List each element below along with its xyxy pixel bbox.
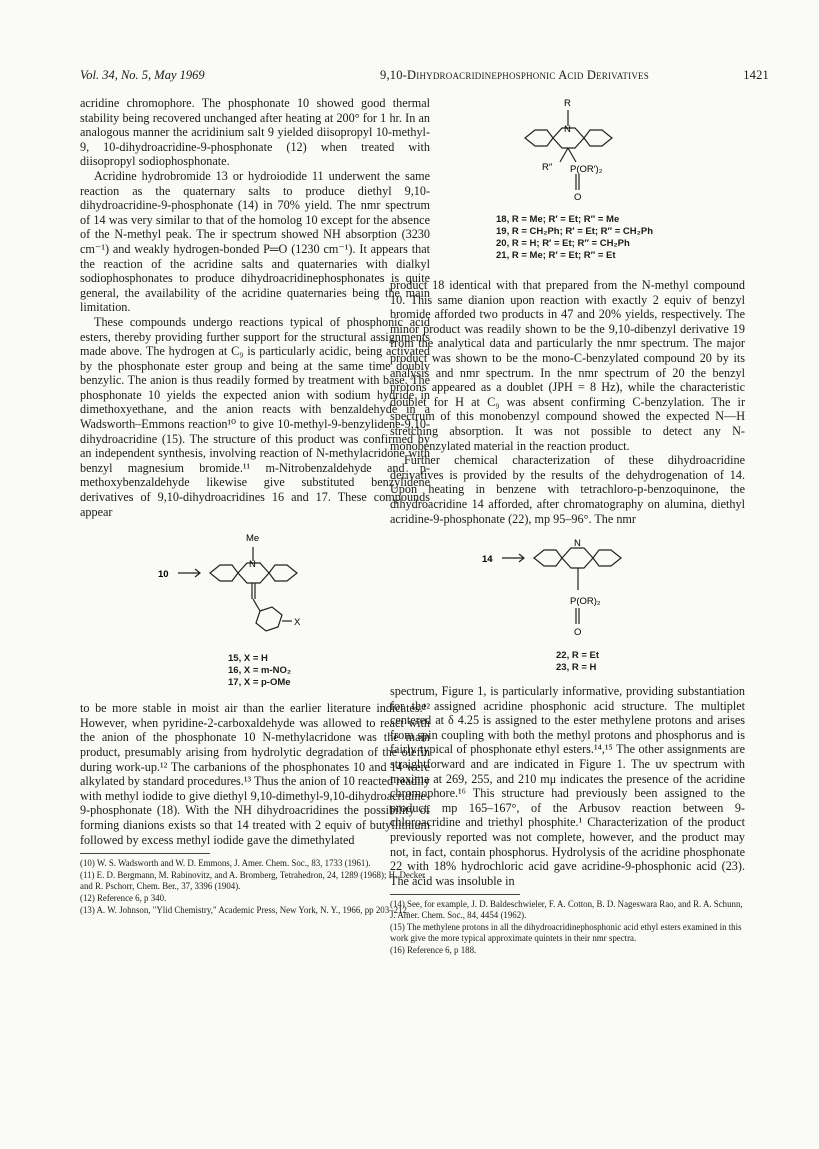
paragraph: Further chemical characterization of these dihydroacridine derivatives is provided by the results of the dehydrogenation of 14. Upon heating in benzene with tetrachloro-p-benzoquinone, the dihydroacridine 14 afforded, after chromatography on alumina, diethyl acridine-9-phosphonate (22), mp 95–96°. The nmr (390, 453, 745, 526)
caption-line: 15, X = H (228, 653, 268, 665)
running-title: 9,10-Dihydroacridinephosphonic Acid Derivatives (380, 68, 649, 82)
footnote-divider (390, 894, 520, 895)
methyl-label: Me (246, 533, 260, 545)
caption-line: 20, R = H; R′ = Et; R″ = CH₂Ph (496, 238, 630, 249)
paragraph: to be more stable in moist air than the earlier literature indicates.¹² However, when pyridine-2-carboxaldehyde was allowed to react with the anion of the phosphonate 10 N-methylacridone was the main product, presumably arising from hydrolytic degradation of the olefin during work-up.¹² The carbanions of the phosphonates 10 and 14 were alkylated by standard procedures.¹³ Thus the anion of 10 reacted readily with methyl iodide to give diethyl 9,10-dimethyl-9,10-dihydroacridine-9-phosphonate (18). With the NH dihydroacridines the possibility of forming dianions exists so that 14 treated with 2 equiv of butyllithium followed by excess methyl iodide gave the dimethylated (80, 701, 430, 847)
left-column (80, 96, 430, 917)
dihydroacridine-structure-icon (390, 96, 745, 214)
oxygen-label: O (574, 627, 582, 639)
footnote: (12) Reference 6, p 340. (80, 893, 167, 904)
paragraph: acridine chromophore. The phosphonate 10 showed good thermal stability being recovered unchanged after heating at 200° for 1 hr. In an analogous manner the acridinium salt 9 yielded diisopropyl 10-methyl-9, 10-dihydroacridine-9-phosphonate (12) when treated with diisopropyl sodiophosphonate. (80, 96, 430, 169)
footnotes (80, 858, 430, 916)
phosphonate-label: P(OR′)₂ (570, 164, 603, 175)
acridine-scheme (390, 532, 745, 678)
footnotes (390, 899, 745, 956)
caption-line: 23, R = H (556, 662, 597, 674)
caption-line: 16, X = m-NO₂ (228, 665, 292, 677)
oxygen-label: O (574, 192, 582, 203)
footnote: (13) A. W. Johnson, "Ylid Chemistry," Academic Press, New York, N. Y., 1966, pp 203–212. (80, 905, 410, 916)
paragraph: spectrum, Figure 1, is particularly informative, providing substantiation for the assigned acridine phosphonic acid structure. The multiplet centered at δ 4.25 is assigned to the ester methylene protons and arises from spin coupling with both the methyl protons and phosphorus and is fairly typical of phosphonate ethyl esters.¹⁴,¹⁵ The other assignments are straightforward and are indicated in Figure 1. The uv spectrum with maxima at 269, 255, and 210 mμ indicates the presence of the acridine chromophore.¹⁶ This structure had previously been assigned to the product, mp 165–167°, of the Arbusov reaction between 9-chloroacridine and triethyl phosphite.¹ Characterization of the product previously reported was not complete, however, and the product may not, in fact, contain phosphorus. Hydrolysis of the acridine phosphonate 22 with 18% hydrochloric acid gave acridine-9-phosphonic acid (23). The acid was insoluble in (390, 684, 745, 888)
scheme-captions (556, 650, 745, 674)
caption-line: 22, R = Et (556, 650, 600, 662)
caption-line: 21, R = Me; R′ = Et; R″ = Et (496, 250, 616, 261)
footnote: (16) Reference 6, p 188. (390, 945, 477, 956)
dihydroacridine-scheme (390, 96, 745, 272)
footnote: (14) See, for example, J. D. Baldeschwieler, F. A. Cotton, B. D. Nageswara Rao, and R. A. Schunn, J. Amer. Chem. Soc., 84, 4454 (1962). (390, 899, 743, 921)
running-header (380, 68, 769, 83)
caption-line: 19, R = CH₂Ph; R′ = Et; R″ = CH₂Ph (496, 226, 654, 237)
scheme-captions (496, 214, 745, 262)
phosphonate-label: P(OR)₂ (570, 596, 601, 608)
footnote: (15) The methylene protons in all the dihydroacridinephosphonic acid ethyl esters examined in this work give the more typical approximate quintets in their nmr spectra. (390, 922, 742, 944)
footnote-divider (80, 853, 210, 854)
benzylidene-scheme (80, 525, 430, 695)
benzylidene-structure-icon (80, 525, 430, 653)
compound-number: 14 (482, 554, 493, 566)
r-double-prime-label: R″ (542, 162, 553, 173)
caption-line: 18, R = Me; R′ = Et; R″ = Me (496, 214, 620, 225)
footnote: (11) E. D. Bergmann, M. Rabinovitz, and A. Bromberg, Tetrahedron, 24, 1289 (1968); H. Decker and R. Pschorr, Chem. Ber., 37, 3396 (1904). (80, 870, 426, 892)
substituent-label: X (294, 617, 301, 629)
footnote: (10) W. S. Wadsworth and W. D. Emmons, J. Amer. Chem. Soc., 83, 1733 (1961). (80, 858, 371, 869)
page-number: 1421 (743, 68, 769, 82)
r-label: R (564, 98, 571, 109)
nitrogen-label: N (574, 538, 581, 550)
nitrogen-label: N (249, 559, 256, 571)
right-column (390, 96, 745, 957)
paragraph: product 18 identical with that prepared from the N-methyl compound 10. This same dianion upon reaction with exactly 2 equiv of benzyl bromide afforded two products in 47 and 20% yields, respectively. The minor product was readily shown to be the 9,10-dibenzyl derivative 19 from the analytical data and particularly the nmr spectrum. The major product was shown to be the mono-C-benzylated compound 20 by its analysis and nmr spectrum. In the nmr spectrum of 20 the benzyl protons appeared as a doublet (JPH = 8 Hz), while the characteristic doublet for H at C₉ was absent confirming C-benzylation. The ir spectrum of this monobenzyl compound showed the expected N—H stretching absorption. It was not possible to detect any N-monobenzylated material in the reaction product. (390, 278, 745, 453)
paragraph: Acridine hydrobromide 13 or hydroiodide 11 underwent the same reaction as the quaternary salts to produce diethyl 9,10-dihydroacridine-9-phosphonate (14) in 70% yield. The nmr spectrum of 14 was very similar to that of the homolog 10 except for the absence of the N-methyl peak. The ir spectrum showed NH absorption (3230 cm⁻¹) and weakly hydrogen-bonded P═O (1230 cm⁻¹). It appears that the reaction of the acridine salts and quaternaries with dialkyl sodiophosphonates to produce dihydroacridinephosphonates is quite general, the availability of the acridine quaternaries being the main limitation. (80, 168, 430, 315)
journal-info: Vol. 34, No. 5, May 1969 (80, 68, 205, 82)
paragraph: These compounds undergo reactions typical of phosphonic acid esters, thereby providing further support for the structural assignments made above. The hydrogen at C₉ is particularly acidic, being activated by the phosphonate ester group and being at the same time doubly benzylic. The anion is thus readily formed by treatment with base. The phosphonate 10 yields the expected anion with sodium hydride in dimethoxyethane, and the anion reacts with benzaldehyde in a Wadsworth–Emmons reaction¹⁰ to give 10-methyl-9-benzylidene-9,10-dihydroacridine (15). The structure of this product was confirmed by an independent synthesis, involving reaction of N-methylacridone with benzyl magnesium bromide.¹¹ m-Nitrobenzaldehyde and p-methoxybenzaldehyde likewise give substituted benzylidene derivatives of 9,10-dihydroacridines 16 and 17. These compounds appear (80, 314, 430, 519)
acridine-structure-icon (390, 532, 745, 650)
nitrogen-label: N (564, 124, 571, 135)
compound-number: 10 (158, 569, 169, 581)
caption-line: 17, X = p-OMe (228, 677, 291, 689)
